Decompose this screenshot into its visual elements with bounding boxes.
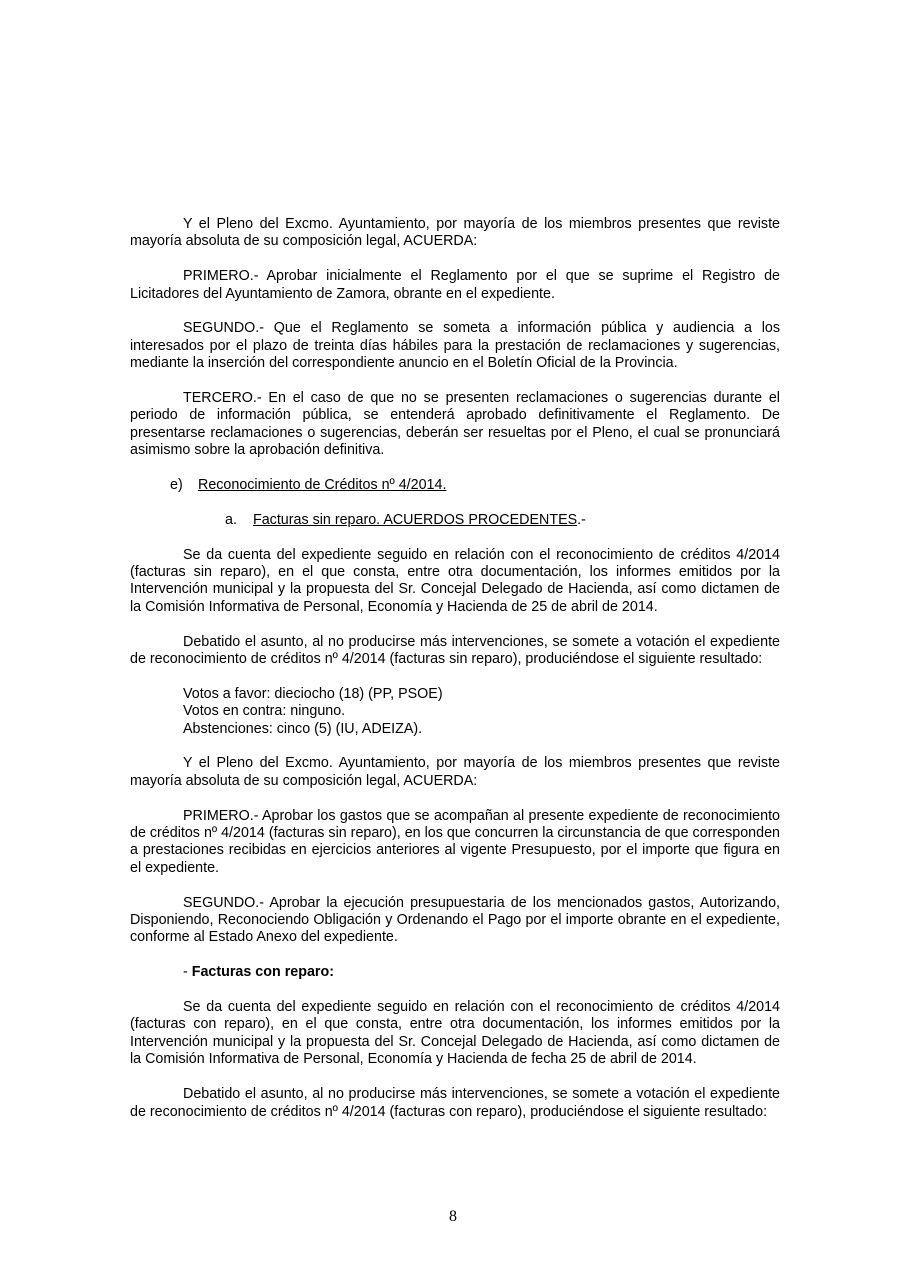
subsection-marker-a: a. [225, 511, 237, 528]
heading-prefix: - [183, 964, 192, 981]
page-number: 8 [449, 1208, 457, 1225]
subsection-heading-a [225, 512, 780, 529]
paragraph-primero-1: PRIMERO.- Aprobar inicialmente el Reglamento por el que se suprime el Registro de Licitadores del Ayuntamiento de Zamora, obrante en el expediente. [130, 268, 780, 302]
page-body [130, 216, 780, 1121]
paragraph-primero-2: PRIMERO.- Aprobar los gastos que se acompañan al presente expediente de reconocimiento de créditos nº 4/2014 (facturas sin reparo), en los que concurren la circunstancia de que corresponden a prestaciones recibidas en ejercicios anteriores al vigente Presupuesto, por el importe que figura en el expediente. [130, 807, 780, 876]
paragraph-da-cuenta-sin-reparo: Se da cuenta del expediente seguido en relación con el reconocimiento de créditos 4/2014 (facturas sin reparo), en el que consta, entre otra documentación, los informes emitidos por la Intervención municipal y la propuesta del Sr. Concejal Delegado de Hacienda, así como dictamen de la Comisión Informativa de Personal, Economía y Hacienda de 25 de abril de 2014. [130, 546, 780, 615]
paragraph-debatido-con-reparo: Debatido el asunto, al no producirse más intervenciones, se somete a votación el expediente de reconocimiento de créditos nº 4/2014 (facturas con reparo), produciéndose el siguiente resultado: [130, 1086, 780, 1120]
paragraph-tercero-1: TERCERO.- En el caso de que no se presenten reclamaciones o sugerencias durante el periodo de información pública, se entenderá aprobado definitivamente el Reglamento. De presentarse reclamaciones o sugerencias, deberán ser resueltas por el Pleno, el cual se pronunciará asimismo sobre la aprobación definitiva. [130, 390, 780, 459]
heading-bold-title: Facturas con reparo: [191, 964, 334, 981]
paragraph-segundo-2: SEGUNDO.- Aprobar la ejecución presupuestaria de los mencionados gastos, Autorizando, Disponiendo, Reconociendo Obligación y Ordenando el Pago por el importe obrante en el expediente, conforme al Estado Anexo del expediente. [130, 894, 780, 946]
votes-favor: Votos a favor: dieciocho (18) (PP, PSOE) [183, 685, 443, 702]
paragraph-acuerda-2: Y el Pleno del Excmo. Ayuntamiento, por mayoría de los miembros presentes que reviste mayoría absoluta de su composición legal, ACUERDA: [130, 755, 780, 789]
heading-facturas-con-reparo [183, 964, 780, 981]
paragraph-acuerda-1: Y el Pleno del Excmo. Ayuntamiento, por mayoría de los miembros presentes que reviste mayoría absoluta de su composición legal, ACUERDA: [130, 216, 780, 250]
votes-abstenciones: Abstenciones: cinco (5) (IU, ADEIZA). [183, 720, 423, 737]
section-heading-e [170, 477, 780, 494]
paragraph-da-cuenta-con-reparo: Se da cuenta del expediente seguido en relación con el reconocimiento de créditos 4/2014 (facturas con reparo), en el que consta, entre otra documentación, los informes emitidos por la Intervención municipal y la propuesta del Sr. Concejal Delegado de Hacienda, así como dictamen de la Comisión Informativa de Personal, Economía y Hacienda de fecha 25 de abril de 2014. [130, 999, 780, 1068]
votes-contra: Votos en contra: ninguno. [183, 703, 346, 720]
subsection-title-a: Facturas sin reparo. ACUERDOS PROCEDENTES [253, 511, 578, 528]
subsection-suffix-a: .- [577, 511, 586, 528]
vote-results [183, 686, 780, 738]
section-marker-e: e) [170, 477, 183, 494]
paragraph-debatido-sin-reparo: Debatido el asunto, al no producirse más intervenciones, se somete a votación el expediente de reconocimiento de créditos nº 4/2014 (facturas sin reparo), produciéndose el siguiente resultado: [130, 633, 780, 668]
section-title-e: Reconocimiento de Créditos nº 4/2014. [198, 477, 447, 494]
paragraph-segundo-1: SEGUNDO.- Que el Reglamento se someta a información pública y audiencia a los interesados por el plazo de treinta días hábiles para la prestación de reclamaciones y sugerencias, mediante la inserción del correspondiente anuncio en el Boletín Oficial de la Provincia. [130, 320, 780, 372]
